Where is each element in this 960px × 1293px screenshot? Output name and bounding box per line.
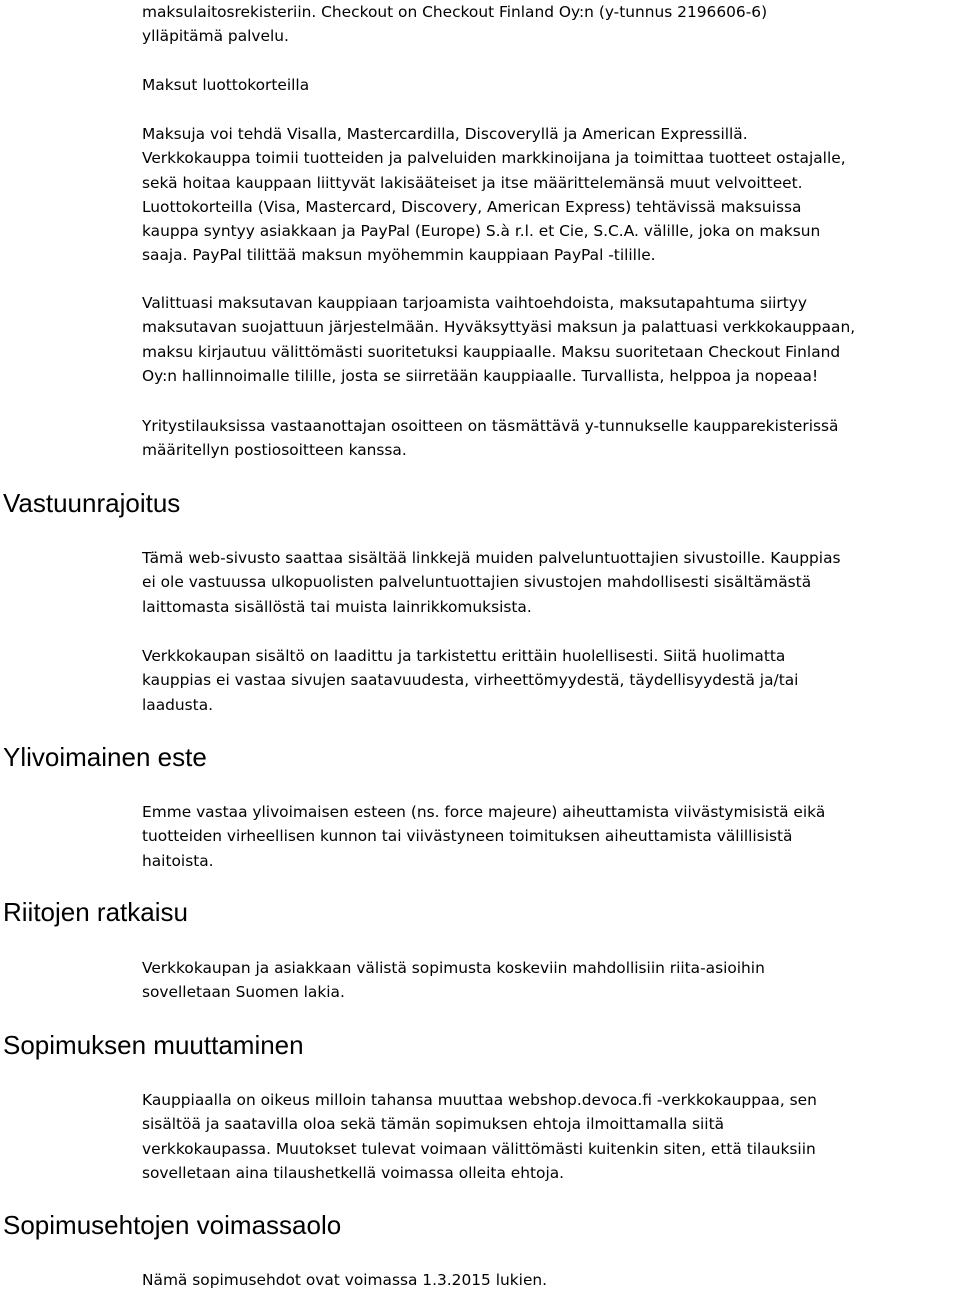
text-line: maksu kirjautuu välittömästi suoritetuksi kauppiaalle. Maksu suoritetaan Checkout Finland — [142, 342, 841, 361]
liability-paragraph-links — [142, 546, 954, 619]
text-line: ylläpitämä palvelu. — [142, 27, 289, 46]
text-line: määritellyn postiosoitteen kanssa. — [142, 441, 407, 460]
text-line: saaja. PayPal tilittää maksun myöhemmin kauppiaan PayPal -tilille. — [142, 246, 656, 265]
text-line: Luottokorteilla (Visa, Mastercard, Discovery, American Express) tehtävissä maksuissa — [142, 197, 802, 216]
text-line: sekä hoitaa kauppaan liittyvät lakisääteiset ja itse määrittelemänsä muut velvoitteet. — [142, 173, 803, 192]
card-payments-paragraph — [142, 122, 954, 268]
text-line: kauppias ei vastaa sivujen saatavuudesta, virheettömyydestä, täydellisyydestä ja/tai — [142, 671, 799, 690]
text-line: maksulaitosrekisteriin. Checkout on Checkout Finland Oy:n (y-tunnus 2196606-6) — [142, 3, 768, 21]
text-line: haitoista. — [142, 851, 214, 870]
text-line: Nämä sopimusehdot ovat voimassa 1.3.2015 lukien. — [142, 1271, 548, 1289]
text-line: maksutavan suojattuun järjestelmään. Hyväksyttyäsi maksun ja palattuasi verkkokauppaan, — [142, 318, 856, 337]
force-majeure-heading: Ylivoimainen este — [3, 742, 207, 772]
disputes-paragraph — [142, 956, 954, 1005]
text-line: Verkkokauppa toimii tuotteiden ja palveluiden markkinoijana ja toimittaa tuotteet ostajalle, — [142, 149, 846, 168]
validity-paragraph — [142, 1268, 954, 1292]
liability-paragraph-content — [142, 644, 954, 717]
liability-heading: Vastuunrajoitus — [3, 488, 181, 518]
card-payments-heading: Maksut luottokorteilla — [142, 76, 310, 94]
text-line: laadusta. — [142, 695, 214, 714]
text-line: Tämä web-sivusto saattaa sisältää linkkejä muiden palveluntuottajien sivustoille. Kauppias — [142, 549, 841, 567]
text-line: sovelletaan aina tilaushetkellä voimassa olleita ehtoja. — [142, 1163, 565, 1182]
text-line: Verkkokaupan sisältö on laadittu ja tarkistettu erittäin huolellisesti. Siitä huolimatta — [142, 647, 786, 665]
text-line: ei ole vastuussa ulkopuolisten palveluntuottajien sivustojen mahdollisesti sisältämästä — [142, 573, 812, 592]
payment-process-paragraph — [142, 291, 954, 388]
text-line: Emme vastaa ylivoimaisen esteen (ns. force majeure) aiheuttamista viivästymisistä eikä — [142, 803, 826, 821]
intro-paragraph — [142, 0, 954, 49]
text-line: laittomasta sisällöstä tai muista lainrikkomuksista. — [142, 597, 532, 616]
force-majeure-paragraph — [142, 800, 954, 873]
amendment-heading: Sopimuksen muuttaminen — [3, 1030, 304, 1060]
amendment-paragraph — [142, 1088, 954, 1185]
text-line: Valittuasi maksutavan kauppiaan tarjoamista vaihtoehdoista, maksutapahtuma siirtyy — [142, 294, 807, 312]
disputes-heading: Riitojen ratkaisu — [3, 897, 188, 927]
text-line: Maksuja voi tehdä Visalla, Mastercardilla, Discoveryllä ja American Expressillä. — [142, 125, 748, 143]
text-line: sisältöä ja saatavilla oloa sekä tämän sopimuksen ehtoja ilmoittamalla siitä — [142, 1115, 725, 1134]
text-line: Oy:n hallinnoimalle tilille, josta se siirretään kauppiaalle. Turvallista, helppoa ja nopeaa! — [142, 366, 819, 385]
text-line: Verkkokaupan ja asiakkaan välistä sopimusta koskeviin mahdollisiin riita-asioihin — [142, 959, 765, 977]
validity-heading: Sopimusehtojen voimassaolo — [3, 1210, 342, 1240]
company-orders-paragraph — [142, 414, 954, 463]
text-line: verkkokaupassa. Muutokset tulevat voimaan välittömästi kuitenkin siten, että tilauksiin — [142, 1139, 816, 1158]
text-line: kauppa syntyy asiakkaan ja PayPal (Europe) S.à r.l. et Cie, S.C.A. välille, joka on maksun — [142, 222, 821, 241]
text-line: tuotteiden virheellisen kunnon tai viivästyneen toimituksen aiheuttamista välillisistä — [142, 827, 793, 846]
text-line: sovelletaan Suomen lakia. — [142, 983, 345, 1002]
text-line: Yritystilauksissa vastaanottajan osoitteen on täsmättävä y-tunnukselle kaupparekisterissä — [142, 417, 839, 435]
text-line: Kauppiaalla on oikeus milloin tahansa muuttaa webshop.devoca.fi -verkkokauppaa, sen — [142, 1091, 817, 1109]
